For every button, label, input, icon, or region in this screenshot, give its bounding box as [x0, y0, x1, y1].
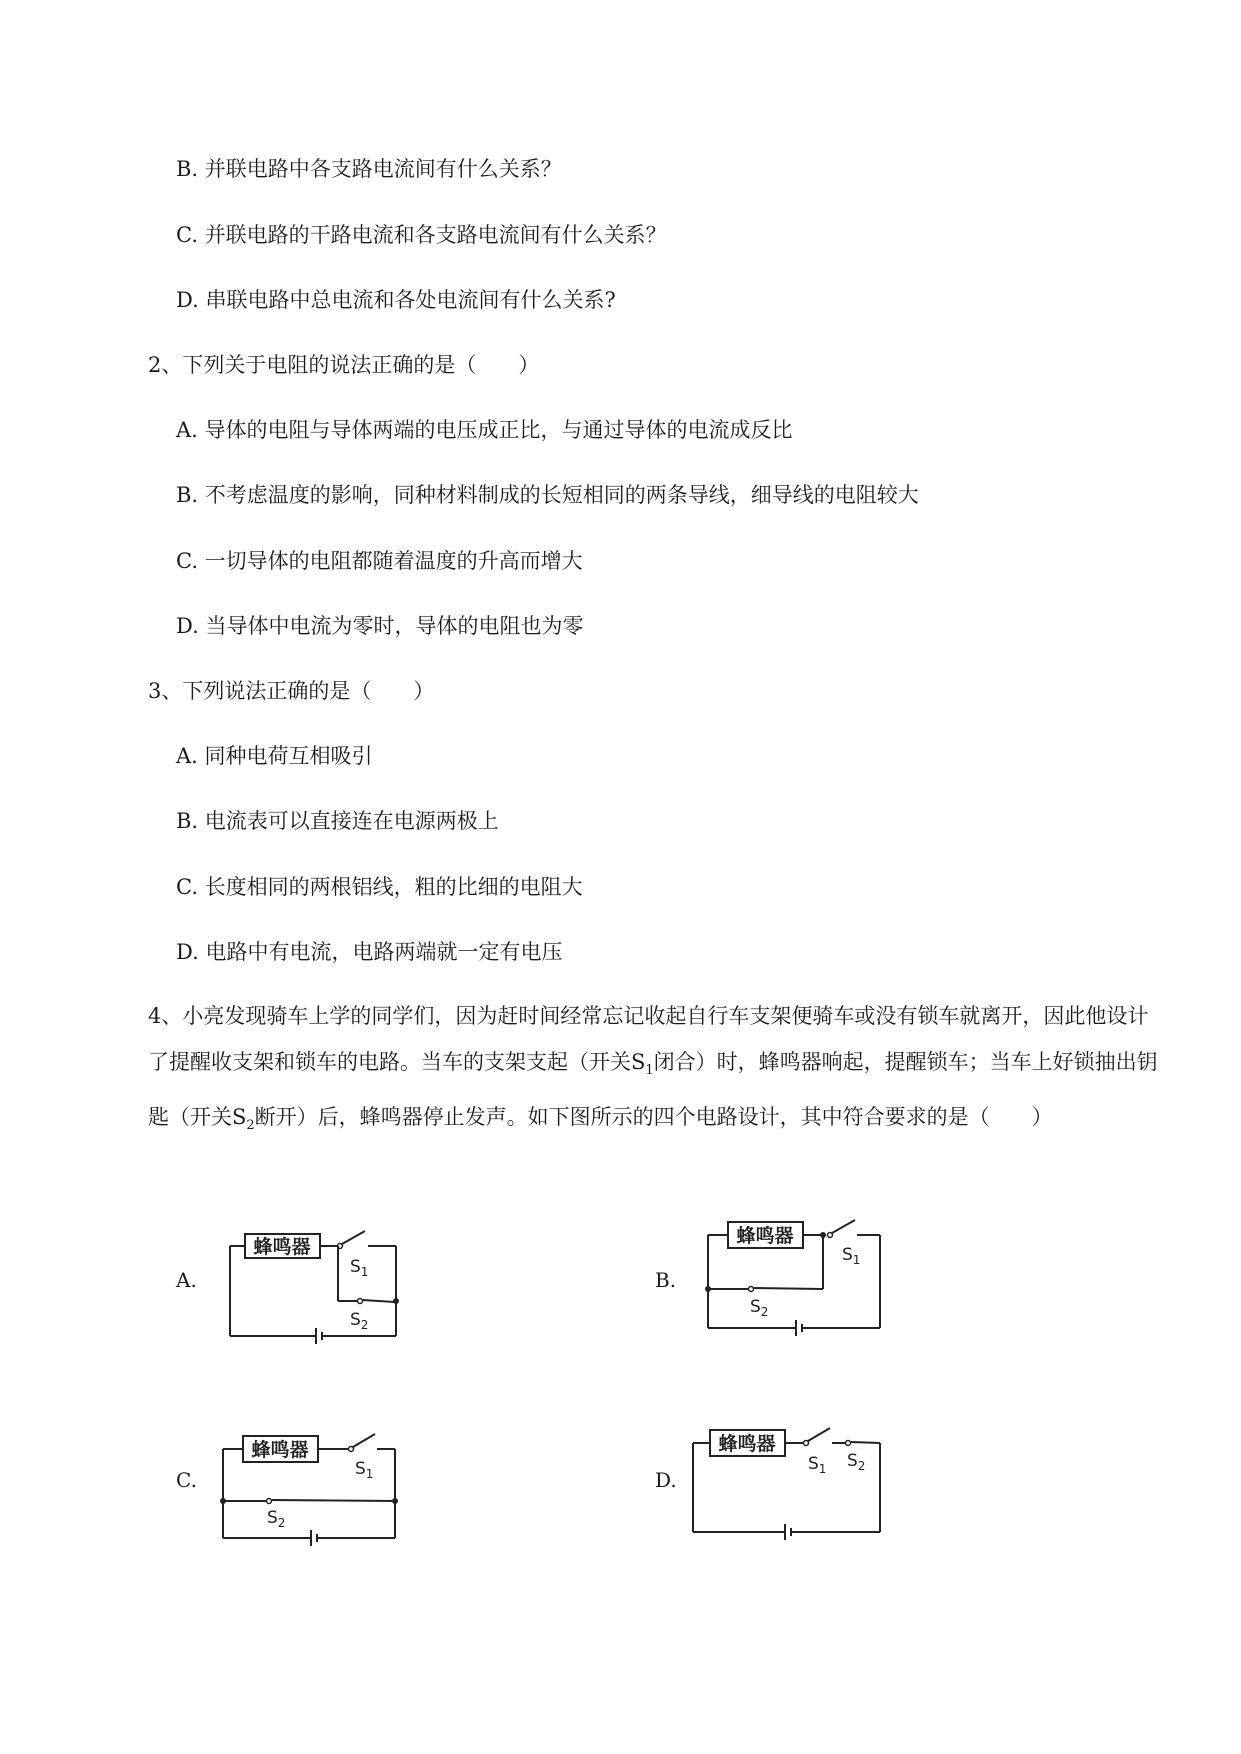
q1-option-d: D. 串联电路中总电流和各处电流间有什么关系?	[176, 288, 616, 312]
svg-text:S2: $S_2$	[267, 1508, 286, 1530]
svg-text:蜂鸣器: 蜂鸣器	[736, 1225, 794, 1247]
circuit-c-label: C.	[176, 1468, 197, 1492]
q3-option-a: A. 同种电荷互相吸引	[176, 744, 373, 768]
circuit-a-diagram	[220, 1225, 410, 1345]
svg-text:S2: $S_2$	[847, 1451, 866, 1473]
circuit-b-label: B.	[655, 1268, 677, 1292]
svg-text:S1: $S_1$	[842, 1245, 861, 1267]
svg-text:蜂鸣器: 蜂鸣器	[253, 1236, 311, 1258]
svg-text:蜂鸣器: 蜂鸣器	[251, 1439, 309, 1461]
q3-option-b: B. 电流表可以直接连在电源两极上	[176, 809, 499, 833]
circuit-d-diagram	[690, 1420, 900, 1545]
svg-text:S1: $S_1$	[355, 1459, 374, 1481]
svg-text:S2: $S_2$	[750, 1297, 769, 1319]
circuit-b-diagram	[700, 1212, 900, 1342]
q2-stem: 2、下列关于电阻的说法正确的是（ ）	[148, 353, 540, 377]
svg-text:S1: $S_1$	[808, 1454, 827, 1476]
circuit-c-diagram	[215, 1425, 405, 1550]
svg-text:蜂鸣器: 蜂鸣器	[718, 1433, 776, 1455]
q3-option-c: C. 长度相同的两根铝线，粗的比细的电阻大	[176, 875, 583, 899]
svg-text:S1: $S_1$	[350, 1257, 369, 1279]
q2-option-d: D. 当导体中电流为零时，导体的电阻也为零	[176, 614, 584, 638]
q3-stem: 3、下列说法正确的是（ ）	[148, 679, 435, 703]
q1-option-b: B. 并联电路中各支路电流间有什么关系？	[176, 157, 562, 181]
q3-option-d: D. 电路中有电流，电路两端就一定有电压	[176, 940, 563, 964]
q4-stem: 4、小亮发现骑车上学的同学们，因为赶时间经常忘记收起自行车支架便骑车或没有锁车就离开，因此他设计了提醒收支架和锁车的电路。当车的支架支起（开关$S_1$闭合）时，蜂鸣器响起，提醒锁车；当车上好锁抽出钥匙（开关$S_2$断开）后，蜂鸣器停止发声。如下图所示的四个电路设计，其中符合要求的是（ ）	[148, 1004, 1158, 1134]
q2-option-c: C. 一切导体的电阻都随着温度的升高而增大	[176, 549, 583, 573]
q2-option-a: A. 导体的电阻与导体两端的电压成正比，与通过导体的电流成反比	[176, 418, 793, 442]
circuit-d-label: D.	[655, 1468, 677, 1492]
svg-text:S2: $S_2$	[350, 1310, 369, 1332]
q2-option-b: B. 不考虑温度的影响，同种材料制成的长短相同的两条导线，细导线的电阻较大	[176, 483, 919, 507]
q1-option-c: C. 并联电路的干路电流和各支路电流间有什么关系？	[176, 223, 667, 247]
circuit-a-label: A.	[176, 1268, 197, 1292]
